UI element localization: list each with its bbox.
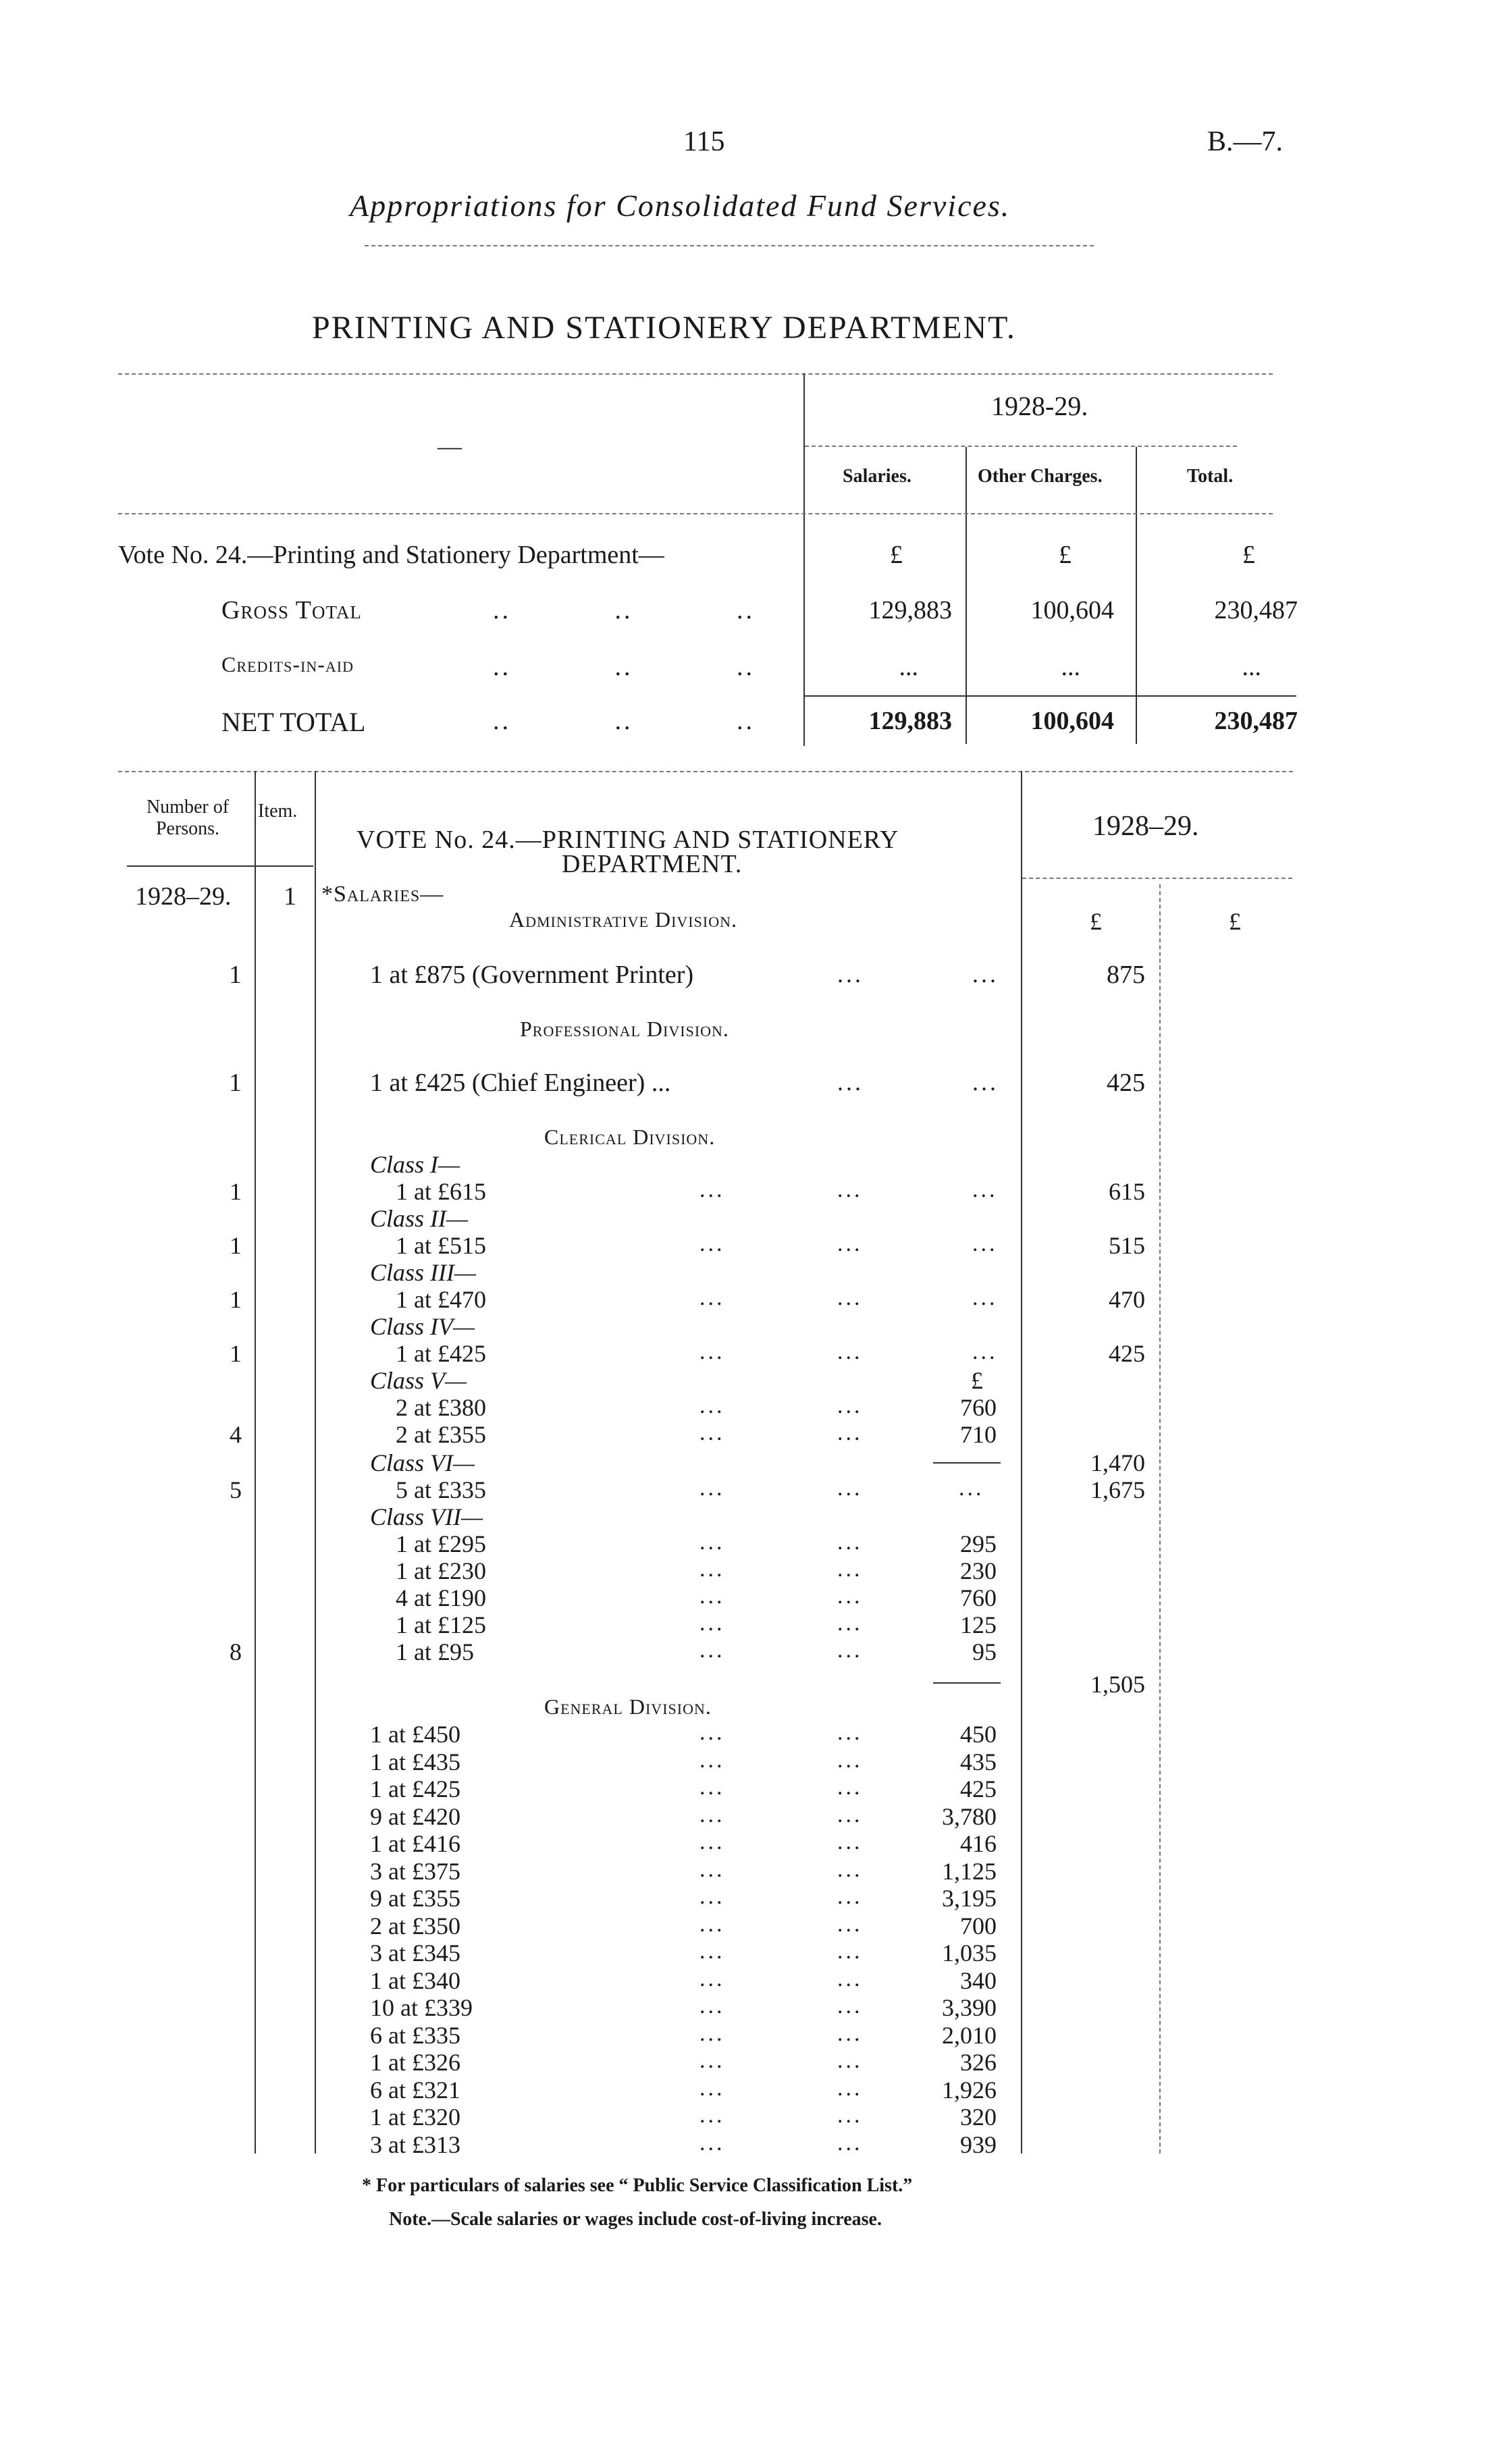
general-value: 416 (960, 1830, 997, 1857)
prof-dots-1: ... (837, 1069, 864, 1096)
class-7-line: 4 at £190 (396, 1584, 486, 1611)
general-line: 3 at £313 (370, 2131, 460, 2158)
net-total-label: NET TOTAL (221, 707, 366, 737)
class-1-line: 1 at £615 (396, 1178, 486, 1205)
class-1-head: Class I— (370, 1151, 460, 1178)
class-2-amount: 515 (1109, 1232, 1145, 1259)
currency-total: £ (1242, 541, 1255, 569)
class-7-line: 1 at £230 (396, 1557, 486, 1584)
general-line: 6 at £321 (370, 2076, 460, 2104)
class-5-head: Class V— (370, 1367, 467, 1394)
general-line: 1 at £425 (370, 1775, 460, 1802)
credits-label: Credits-in-aid (221, 652, 354, 676)
detail-top-rule (118, 771, 1293, 772)
credits-other: ... (1061, 653, 1080, 681)
summary-year: 1928-29. (991, 391, 1088, 421)
general-value: 340 (960, 1966, 997, 1994)
general-line: 1 at £435 (370, 1748, 460, 1775)
class-3-dots-2: ... (837, 1285, 863, 1310)
professional-division: Professional Division. (520, 1017, 729, 1041)
class-7-value: 230 (960, 1557, 997, 1584)
general-line: 6 at £335 (370, 2021, 460, 2049)
general-dots: ... (837, 1720, 863, 1745)
class-5-dots-1b: ... (837, 1393, 863, 1418)
persons-header-rule (127, 865, 313, 867)
gross-other: 100,604 (1030, 596, 1114, 624)
general-dots: ... (699, 2048, 725, 2073)
class-5-value-2: 710 (960, 1421, 997, 1448)
class-5-pound: £ (971, 1367, 983, 1394)
general-value: 3,195 (942, 1885, 997, 1912)
summary-dash: — (438, 433, 462, 460)
class-7-value: 125 (960, 1611, 997, 1638)
class-1-amount: 615 (1109, 1178, 1145, 1205)
general-line: 1 at £340 (370, 1966, 460, 1994)
general-dots: ... (699, 2075, 725, 2101)
prof-line: 1 at £425 (Chief Engineer) ... (370, 1069, 671, 1097)
col-total: Total. (1187, 466, 1234, 487)
summary-divider (803, 373, 805, 746)
class-7-line: 1 at £95 (396, 1638, 474, 1665)
class-7-value: 760 (960, 1584, 997, 1611)
general-line: 9 at £355 (370, 1885, 460, 1912)
detail-year-right: 1928–29. (1092, 811, 1199, 842)
footnote-cost-of-living: Note.—Scale salaries or wages include cost-of-living increase. (389, 2209, 882, 2230)
general-dots: ... (837, 2130, 863, 2155)
summary-header-rule (118, 513, 1273, 514)
col-item: Item. (258, 801, 298, 822)
class-7-dots: ... (837, 1584, 863, 1609)
class-6-head: Class VI— (370, 1449, 475, 1476)
detail-year-rule (1022, 878, 1292, 879)
page-number: 115 (683, 126, 725, 157)
admin-dots-2: ... (972, 961, 999, 988)
general-dots: ... (699, 2103, 725, 2128)
currency-other: £ (1059, 541, 1072, 569)
general-value: 320 (960, 2104, 997, 2131)
net-total-rule (805, 695, 1296, 697)
credits-total: ... (1242, 653, 1261, 681)
class-7-value: 95 (972, 1638, 997, 1665)
class-6-persons: 5 (230, 1476, 242, 1503)
admin-line: 1 at £875 (Government Printer) (370, 961, 694, 989)
general-line: 9 at £420 (370, 1802, 460, 1830)
class-7-dots: ... (837, 1557, 863, 1582)
class-1-dots-2: ... (837, 1177, 863, 1202)
class-4-dots-1: ... (699, 1339, 725, 1364)
item-desc-rule (315, 771, 316, 2153)
summary-col-rule-2 (1136, 447, 1137, 744)
prof-amount: 425 (1107, 1069, 1145, 1097)
class-1-dots-3: ... (972, 1177, 998, 1202)
general-dots: ... (837, 1747, 863, 1773)
class-5-line-1: 2 at £380 (396, 1394, 486, 1421)
admin-dots-1: ... (837, 961, 864, 988)
persons-item-rule (255, 771, 256, 2153)
general-dots: ... (699, 1911, 725, 1937)
general-value: 1,035 (942, 1939, 997, 1966)
class-3-dots-1: ... (699, 1285, 725, 1310)
general-dots: ... (699, 1884, 725, 1909)
general-dots: ... (699, 1939, 725, 1964)
general-value: 3,780 (942, 1802, 997, 1830)
class-6-amount: 1,675 (1090, 1476, 1145, 1503)
class-2-dots-1: ... (699, 1231, 725, 1256)
class-7-dots: ... (699, 1638, 725, 1663)
net-other: 100,604 (1030, 707, 1114, 735)
class-2-dots-2: ... (837, 1231, 863, 1256)
department-heading: PRINTING AND STATIONERY DEPARTMENT. (312, 310, 1016, 346)
col-persons: Number of Persons. (146, 797, 230, 839)
general-dots: ... (837, 2020, 863, 2046)
class-6-dots-2: ... (837, 1476, 863, 1501)
class-7-persons: 8 (230, 1638, 242, 1665)
class-7-value: 295 (960, 1530, 997, 1557)
general-dots: ... (837, 2075, 863, 2101)
vote-title-line-1: VOTE No. 24.—PRINTING AND STATIONERY (356, 826, 899, 854)
footnote-classification: * For particulars of salaries see “ Public Service Classification List.” (362, 2175, 913, 2196)
admin-persons: 1 (229, 961, 242, 989)
class-4-persons: 1 (230, 1340, 242, 1367)
class-3-amount: 470 (1109, 1286, 1145, 1313)
general-value: 2,010 (942, 2021, 997, 2049)
class-7-dots: ... (699, 1611, 725, 1636)
general-division: General Division. (544, 1694, 712, 1719)
credits-dots: .. .. .. (493, 653, 755, 681)
pound-total-col: £ (1229, 908, 1241, 935)
summary-year-rule (805, 446, 1237, 447)
general-dots: ... (699, 1802, 725, 1827)
general-line: 1 at £450 (370, 1721, 460, 1748)
class-2-persons: 1 (230, 1232, 242, 1259)
general-value: 450 (960, 1721, 997, 1748)
class-7-dots: ... (837, 1530, 863, 1555)
document-reference: B.—7. (1207, 126, 1284, 157)
gross-salaries: 129,883 (868, 596, 952, 624)
general-line: 10 at £339 (370, 1994, 473, 2021)
class-4-dots-2: ... (837, 1339, 863, 1364)
general-value: 425 (960, 1775, 997, 1802)
gross-total-label: Gross Total (221, 596, 362, 624)
general-dots: ... (699, 1856, 725, 1882)
class-7-dots: ... (699, 1530, 725, 1555)
general-value: 435 (960, 1748, 997, 1775)
class-7-line: 1 at £295 (396, 1530, 486, 1557)
class-1-dots-1: ... (699, 1177, 725, 1202)
credits-salaries: ... (899, 653, 918, 681)
general-value: 1,926 (942, 2076, 997, 2104)
class-2-line: 1 at £515 (396, 1232, 486, 1259)
vote-title-line-2: DEPARTMENT. (562, 850, 743, 878)
currency-salaries: £ (890, 541, 903, 569)
pound-amount-col: £ (1090, 908, 1102, 935)
general-dots: ... (699, 1720, 725, 1745)
class-4-amount: 425 (1109, 1340, 1145, 1367)
class-5-dots-2b: ... (837, 1420, 863, 1445)
general-value: 1,125 (942, 1857, 997, 1885)
class-4-line: 1 at £425 (396, 1340, 486, 1367)
general-dots: ... (837, 2103, 863, 2128)
gross-total-dots: .. .. .. (493, 596, 755, 624)
general-line: 1 at £326 (370, 2049, 460, 2076)
class-6-dots-3: ... (959, 1476, 984, 1501)
general-dots: ... (837, 1829, 863, 1854)
class-4-head: Class IV— (370, 1313, 475, 1340)
general-dots: ... (699, 1966, 725, 1991)
class-3-persons: 1 (230, 1286, 242, 1313)
item-number: 1 (284, 882, 296, 911)
general-value: 700 (960, 1912, 997, 1939)
general-dots: ... (837, 2048, 863, 2073)
class-6-dots-1: ... (699, 1476, 725, 1501)
class-3-line: 1 at £470 (396, 1286, 486, 1313)
col-other-charges: Other Charges. (978, 466, 1103, 487)
summary-top-rule (118, 373, 1273, 375)
salaries-label: *Salaries— (321, 882, 444, 907)
class-3-head: Class III— (370, 1259, 477, 1286)
prof-persons: 1 (229, 1069, 242, 1097)
class-7-dots: ... (837, 1638, 863, 1663)
net-total-dots: .. .. .. (493, 707, 755, 735)
vote-label: Vote No. 24.—Printing and Stationery Department— (118, 541, 664, 569)
general-dots: ... (837, 1939, 863, 1964)
class-5-value-1: 760 (960, 1394, 997, 1421)
class-5-total: 1,470 (1090, 1449, 1145, 1476)
col-salaries: Salaries. (843, 466, 911, 487)
class-3-dots-3: ... (972, 1285, 998, 1310)
class-7-total: 1,505 (1090, 1671, 1145, 1698)
general-dots: ... (699, 1747, 725, 1773)
general-dots: ... (699, 1775, 725, 1800)
amount-total-rule (1159, 884, 1161, 2153)
class-4-dots-3: ... (972, 1339, 998, 1364)
general-dots: ... (699, 1829, 725, 1854)
class-7-dots: ... (837, 1611, 863, 1636)
class-2-dots-3: ... (972, 1231, 998, 1256)
general-value: 939 (960, 2131, 997, 2158)
class-5-dots-2a: ... (699, 1420, 725, 1445)
class-7-line: 1 at £125 (396, 1611, 486, 1638)
clerical-division: Clerical Division. (544, 1125, 716, 1149)
class-7-dots: ... (699, 1557, 725, 1582)
class-5-sum-rule (933, 1462, 1001, 1464)
prof-dots-2: ... (972, 1069, 999, 1096)
class-2-head: Class II— (370, 1205, 469, 1232)
desc-amount-rule (1021, 771, 1022, 2153)
net-total: 230,487 (1214, 707, 1298, 735)
class-1-persons: 1 (230, 1178, 242, 1205)
class-6-line: 5 at £335 (396, 1476, 486, 1503)
general-dots: ... (837, 1993, 863, 2018)
general-line: 1 at £320 (370, 2104, 460, 2131)
title-rule (365, 245, 1094, 246)
detail-year-left: 1928–29. (135, 882, 232, 911)
admin-amount: 875 (1107, 961, 1145, 989)
general-line: 2 at £350 (370, 1912, 460, 1939)
gross-total: 230,487 (1214, 596, 1298, 624)
general-value: 3,390 (942, 1994, 997, 2021)
class-5-line-2: 2 at £355 (396, 1421, 486, 1448)
administrative-division: Administrative Division. (509, 907, 737, 932)
general-line: 3 at £375 (370, 1857, 460, 1885)
general-line: 3 at £345 (370, 1939, 460, 1966)
class-5-dots-1a: ... (699, 1393, 725, 1418)
class-5-persons: 4 (230, 1421, 242, 1448)
general-dots: ... (837, 1775, 863, 1800)
class-7-sum-rule (933, 1682, 1001, 1684)
summary-col-rule-1 (966, 447, 967, 744)
general-dots: ... (699, 2020, 725, 2046)
general-dots: ... (837, 1911, 863, 1937)
general-dots: ... (837, 1884, 863, 1909)
class-7-dots: ... (699, 1584, 725, 1609)
general-value: 326 (960, 2049, 997, 2076)
general-dots: ... (837, 1966, 863, 1991)
class-7-head: Class VII— (370, 1503, 483, 1530)
page-title: Appropriations for Consolidated Fund Services. (350, 188, 1011, 223)
general-dots: ... (699, 2130, 725, 2155)
general-line: 1 at £416 (370, 1830, 460, 1857)
net-salaries: 129,883 (868, 707, 952, 735)
general-dots: ... (837, 1856, 863, 1882)
general-dots: ... (837, 1802, 863, 1827)
general-dots: ... (699, 1993, 725, 2018)
